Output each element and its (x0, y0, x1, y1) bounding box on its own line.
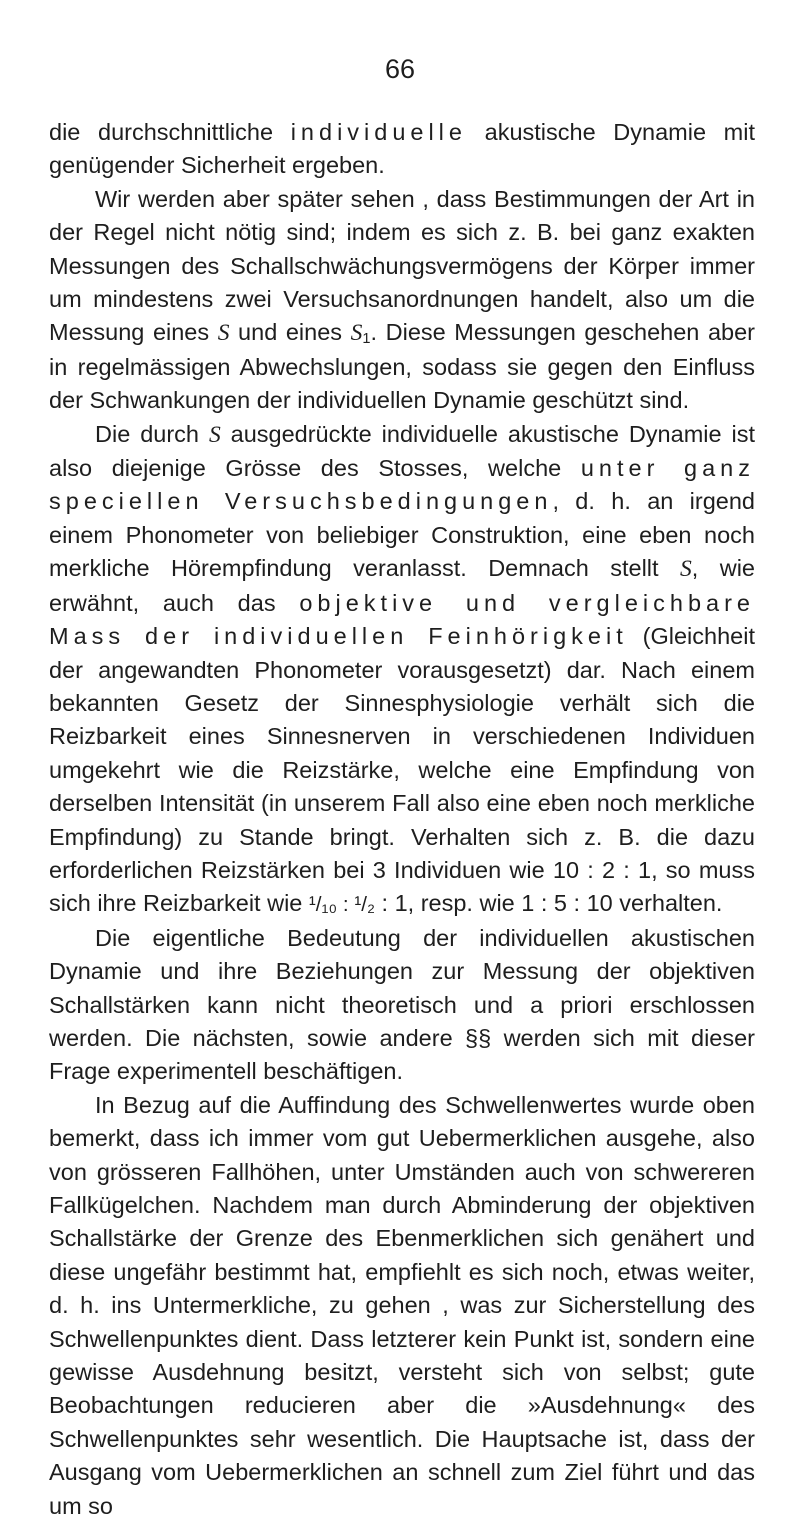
italic-symbol: S (208, 421, 221, 448)
spaced-emphasis: objektive und vergleichbare Mass der individuellen Feinhörigkeit (49, 589, 755, 650)
page-number: 66 (384, 54, 416, 84)
paragraph (49, 1089, 755, 1523)
text-run: ausgedrückte individuelle akustische Dynamie ist also diejenige Grösse des Stosses, welche (49, 420, 756, 482)
text-run: Wir werden aber später sehen , dass Bestimmungen der Art in der Regel nicht nötig sind; indem es sich z. B. bei ganz exakten Messungen des Schallschwächungsvermögens der Körper immer um mindestens zwei Versuchsanordnungen handelt, also um die Messung eines (49, 185, 755, 346)
fraction: ¹/₁₀ : ¹/₂ (308, 893, 375, 917)
text-run: (Gleichheit der angewandten Phonometer vorausgesetzt) dar. Nach einem bekannten Gesetz der Sinnesphysiologie verhält sich die Reizbarkeit eines Sinnesnerven in verschiedenen Individuen umgekehrt wie die Reizstärke, welche eine Empfindung von derselben Intensität (in unserem Fall also eine eben noch merkliche Empfindung) zu Stande bringt. Verhalten sich z. B. die dazu erforderlichen Reizstärken bei 3 Individuen wie 10 : 2 : 1, so muss sich ihre Reizbarkeit wie (49, 623, 755, 917)
italic-symbol: S (350, 320, 363, 347)
body-text (49, 116, 755, 1523)
subscript: 1 (362, 331, 371, 348)
text-run: und eines (229, 319, 351, 346)
text-run: : 1, resp. wie 1 : 5 : 10 verhalten. (374, 890, 723, 917)
text-run: In Bezug auf die Auffindung des Schwellenwertes wurde oben bemerkt, dass ich immer vom gut Uebermerklichen ausgehe, also von grösseren Fallhöhen, unter Umständen auch von schwereren Fallkügelchen. Nachdem man durch Abminderung der objektiven Schallstärke der Grenze des Ebenmerklichen sich genähert und diese ungefähr bestimmt hat, empfiehlt es sich noch, etwas weiter, d. h. ins Untermerkliche, zu gehen , was zur Sicherstellung des Schwellenpunktes dient. Dass letzterer kein Punkt ist, sondern eine gewisse Ausdehnung besitzt, versteht sich von selbst; gute Beobachtungen reducieren aber die »Ausdehnung« des Schwellenpunktes sehr wesentlich. Die Hauptsache ist, dass der Ausgang vom Uebermerklichen an schnell zum Ziel führt und das um so (49, 1091, 755, 1519)
text-run: akustische Dynamie mit genügender Sicherheit ergeben. (49, 119, 756, 179)
spaced-emphasis: unter ganz speciellen Versuchsbedingungen (49, 455, 755, 515)
text-run: , wie erwähnt, auch das (49, 555, 756, 616)
spaced-emphasis: individuelle (290, 119, 467, 145)
text-run: . Diese Messungen geschehen aber in regelmässigen Abwechslungen, sodass sie gegen den Einfluss der Schwankungen der individuellen Dynamie geschützt sind. (49, 319, 755, 414)
text-run: , d. h. an irgend einem Phonometer von beliebiger Construktion, eine eben noch merkliche Hörempfindung veranlasst. Demnach stellt (49, 488, 755, 582)
text-run: die durchschnittliche (49, 119, 291, 145)
italic-symbol: S (680, 556, 692, 583)
text-run: Die eigentliche Bedeutung der individuellen akustischen Dynamie und ihre Beziehungen zur Messung der objektiven Schallstärken kann nicht theoretisch und a priori erschlossen werden. Die nächsten, sowie andere §§ werden sich mit dieser Frage experimentell beschäftigen. (49, 924, 755, 1085)
paragraph (49, 922, 755, 1089)
paragraph (49, 183, 755, 418)
paragraph (49, 116, 755, 183)
text-run: Die durch (95, 420, 209, 447)
italic-symbol: S (217, 320, 230, 347)
paragraph (49, 418, 755, 922)
